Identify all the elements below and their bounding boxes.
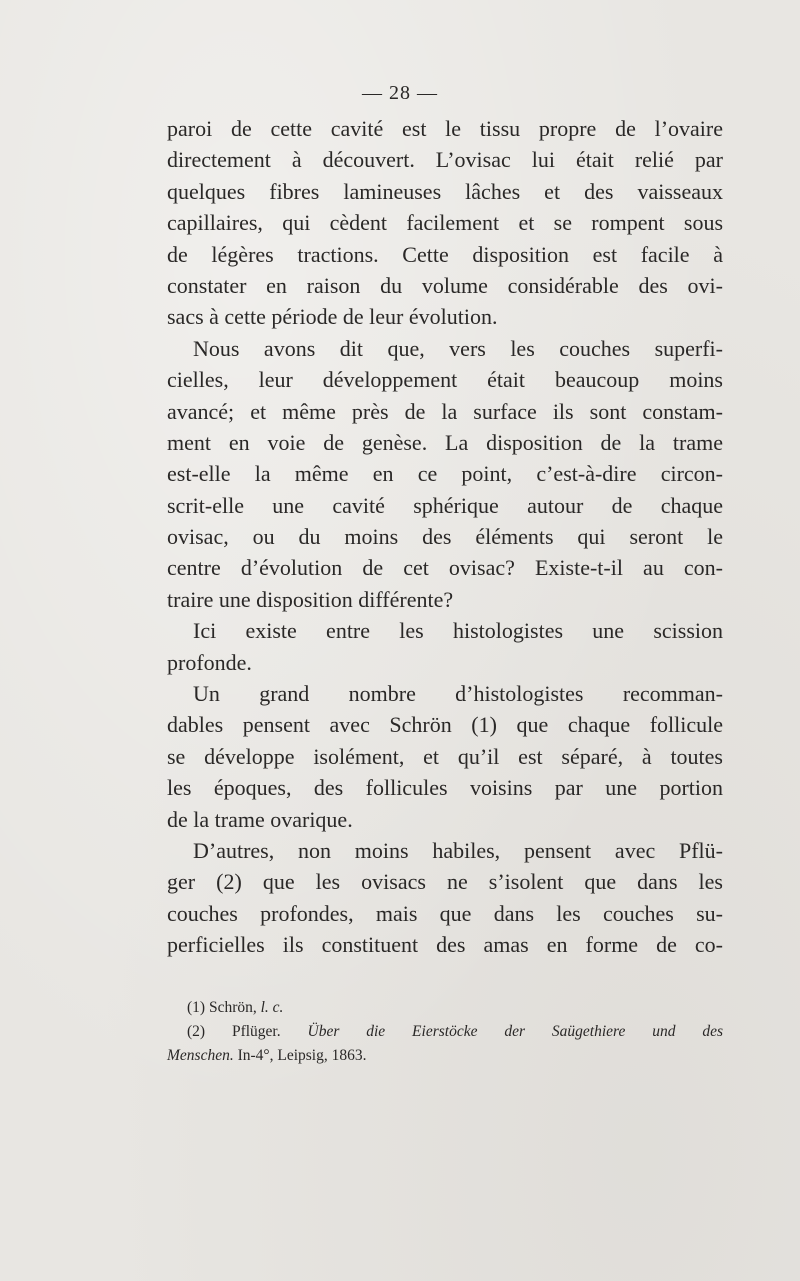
footnote-author: Schrön, xyxy=(208,999,257,1016)
text-line: D’autres, non moins habiles, pensent avec Pflü- xyxy=(193,837,723,863)
text-line: avancé; et même près de la surface ils sont constam- xyxy=(167,398,723,424)
text-line: de légères tractions. Cette disposition est facile à xyxy=(167,241,723,267)
footnote-title: Über die Eierstöcke der Saügethiere und des xyxy=(307,1023,724,1040)
text-line: constater en raison du volume considérable des ovi- xyxy=(167,272,723,298)
text-line: directement à découvert. L’ovisac lui était relié par xyxy=(167,147,723,173)
text-line: Ici existe entre les histologistes une scission xyxy=(193,618,723,644)
footnote-2-continued xyxy=(167,1044,723,1068)
footnote-reference: l. c. xyxy=(260,999,284,1016)
footnote-author: Pflüger. xyxy=(231,1023,281,1040)
text-line: centre d’évolution de cet ovisac? Existe-t-il au con- xyxy=(167,555,723,581)
footnote-number: (2) xyxy=(187,1023,206,1040)
text-line: ger (2) que les ovisacs ne s’isolent que dans les xyxy=(167,869,723,895)
text-line: de la trame ovarique. xyxy=(167,806,353,832)
text-line: Un grand nombre d’histologistes recomman- xyxy=(193,681,723,707)
text-line: Nous avons dit que, vers les couches superfi- xyxy=(193,335,723,361)
text-line: se développe isolément, et qu’il est séparé, à toutes xyxy=(167,743,723,769)
text-line: capillaires, qui cèdent facilement et se rompent sous xyxy=(167,210,723,236)
body-text xyxy=(167,113,723,961)
text-line: profonde. xyxy=(167,649,252,675)
text-line: ovisac, ou du moins des éléments qui seront le xyxy=(167,524,723,550)
footnote-title: Menschen. xyxy=(167,1047,234,1064)
text-line: paroi de cette cavité est le tissu propre de l’ovaire xyxy=(167,116,723,141)
footnote-number: (1) xyxy=(187,999,206,1016)
footnote-publication: In-4°, Leipsig, 1863. xyxy=(237,1047,367,1064)
page-number: — 28 — xyxy=(362,82,438,104)
footnotes xyxy=(167,996,723,1068)
text-line: traire une disposition différente? xyxy=(167,586,454,612)
text-line: couches profondes, mais que dans les couches su- xyxy=(167,900,723,926)
footnote-2 xyxy=(167,1020,723,1044)
text-line: dables pensent avec Schrön (1) que chaque follicule xyxy=(167,712,723,738)
footnote-1 xyxy=(167,996,723,1020)
text-line: quelques fibres lamineuses lâches et des vaisseaux xyxy=(167,178,723,204)
text-line: sacs à cette période de leur évolution. xyxy=(167,304,498,330)
text-line: scrit-elle une cavité sphérique autour de chaque xyxy=(167,492,723,518)
text-line: perficielles ils constituent des amas en forme de co- xyxy=(167,932,723,958)
text-line: est-elle la même en ce point, c’est-à-dire circon- xyxy=(167,461,723,487)
text-line: cielles, leur développement était beaucoup moins xyxy=(167,367,723,393)
text-line: les époques, des follicules voisins par une portion xyxy=(167,775,723,801)
text-line: ment en voie de genèse. La disposition de la trame xyxy=(167,429,723,455)
